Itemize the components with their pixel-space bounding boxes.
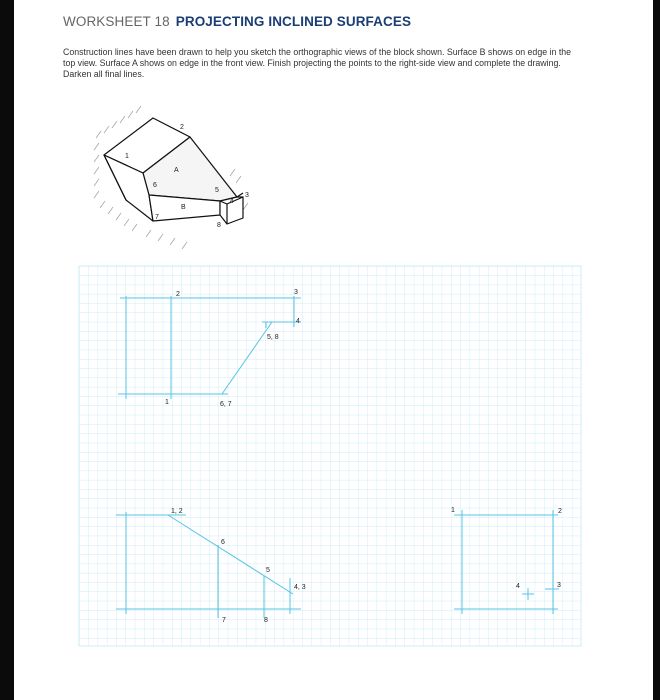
worksheet-instructions: Construction lines have been drawn to help you sketch the orthographic views of the block shown. Surface B shows on edge in the top view. Surface A shows on edge in the front view. Finish projecting the points to the right-side view and complete the drawing. Darken all final lines.	[63, 47, 572, 79]
pictorial-label-1: 1	[125, 153, 129, 160]
pictorial-label-surface-b: B	[181, 204, 186, 211]
graph-grid	[79, 266, 581, 646]
front-view-label-7: 7	[222, 617, 226, 624]
pictorial-label-5: 5	[215, 187, 219, 194]
pictorial-label-2: 2	[180, 124, 184, 131]
top-view-label-4: 4	[296, 318, 300, 325]
front-view-label-1-2: 1, 2	[171, 508, 183, 515]
side-view-label-3: 3	[557, 582, 561, 589]
pictorial-label-4: 4	[230, 198, 234, 205]
pictorial-label-7: 7	[155, 214, 159, 221]
pictorial-block	[94, 106, 249, 249]
top-view-label-3: 3	[294, 289, 298, 296]
pictorial-label-8: 8	[217, 222, 221, 229]
front-view-label-8: 8	[264, 617, 268, 624]
worksheet-heading: PROJECTING INCLINED SURFACES	[175, 14, 412, 29]
pictorial-label-6: 6	[153, 182, 157, 189]
top-view-label-1: 1	[165, 399, 169, 406]
pictorial-label-surface-a: A	[174, 167, 179, 174]
front-view-label-4-3: 4, 3	[294, 584, 306, 591]
side-view-label-4: 4	[516, 583, 520, 590]
front-view-label-6: 6	[221, 539, 225, 546]
worksheet-number: WORKSHEET 18	[63, 14, 170, 29]
top-view-label-2: 2	[176, 291, 180, 298]
pictorial-label-3: 3	[245, 192, 249, 199]
side-view-label-1: 1	[451, 507, 455, 514]
front-view-label-5: 5	[266, 567, 270, 574]
top-view-label-5-8: 5, 8	[267, 334, 279, 341]
side-view-label-2: 2	[558, 508, 562, 515]
top-view-label-6-7: 6, 7	[220, 401, 232, 408]
